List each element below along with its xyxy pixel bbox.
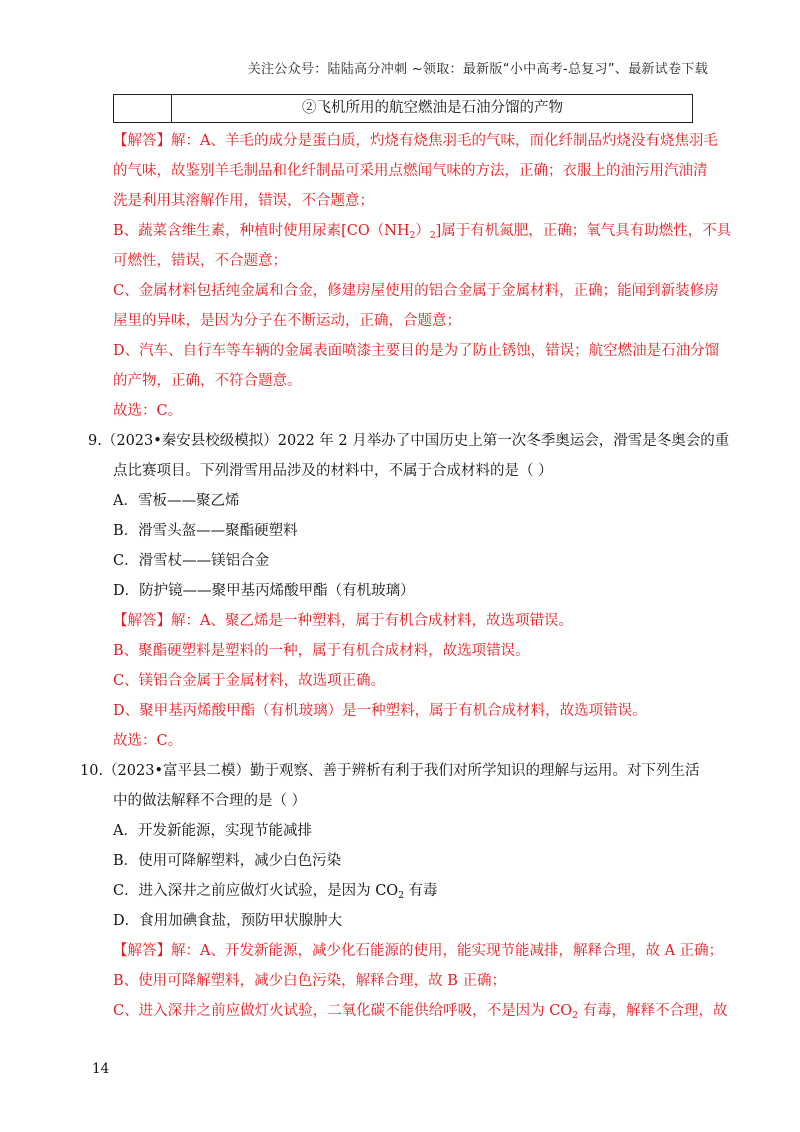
answer-text: 有毒，解释不合理，故 bbox=[577, 1003, 728, 1019]
q10-stem-line-1 bbox=[80, 756, 707, 786]
page-content bbox=[80, 126, 732, 1026]
q10-answer-line-3 bbox=[113, 996, 728, 1026]
page-number: 14 bbox=[92, 1061, 110, 1077]
q9-option-a: A．雪板——聚乙烯 bbox=[113, 493, 240, 509]
q8-answer-line-3: 洗是利用其溶解作用，错误，不合题意； bbox=[113, 193, 374, 209]
q10-stem-line-2: 中的做法解释不合理的是（ ） bbox=[113, 793, 307, 809]
answer-text: 解：A、聚乙烯是一种塑料，属于有机合成材料，故选项错误。 bbox=[171, 613, 573, 629]
q9-stem-line-2: 点比赛项目。下列滑雪用品涉及的材料中，不属于合成材料的是（ ） bbox=[113, 463, 553, 479]
q9-answer-line-4: D、聚甲基丙烯酸甲酯（有机玻璃）是一种塑料，属于有机合成材料，故选项错误。 bbox=[113, 703, 647, 719]
q9-answer-line-1 bbox=[113, 606, 707, 636]
q10-option-c bbox=[113, 876, 707, 906]
table-cell-right: ②飞机所用的航空燃油是石油分馏的产物 bbox=[302, 100, 563, 116]
q9-answer-line-3: C、镁铝合金属于金属材料，故选项正确。 bbox=[113, 673, 386, 689]
q9-stem-line-1 bbox=[88, 426, 730, 456]
table-cell-left bbox=[114, 95, 172, 122]
answer-tag: 【解答】 bbox=[113, 613, 171, 629]
question-text: （2023•富平县二模）勤于观察、善于辨析有利于我们对所学知识的理解与运用。对下列生活 bbox=[103, 763, 700, 779]
option-text: C．进入深井之前应做灯火试验，是因为 CO bbox=[113, 883, 399, 899]
subscript: 2 bbox=[429, 231, 436, 241]
answer-tag: 【解答】 bbox=[113, 943, 171, 959]
q10-answer-line-1 bbox=[113, 936, 724, 966]
option-text: 有毒 bbox=[403, 883, 438, 899]
subscript: 2 bbox=[409, 231, 416, 241]
answer-tag: 【解答】 bbox=[113, 133, 171, 149]
subscript: 2 bbox=[572, 1011, 578, 1021]
q8-answer-line-2: 的气味，故鉴别羊毛制品和化纤制品可采用点燃闻气味的方法，正确；衣服上的油污用汽油清 bbox=[113, 163, 708, 179]
q8-answer-line-8: D、汽车、自行车等车辆的金属表面喷漆主要目的是为了防止锈蚀，错误；航空燃油是石油分馏 bbox=[113, 343, 720, 359]
q8-answer-line-9: 的产物，正确，不符合题意。 bbox=[113, 373, 302, 389]
q10-option-a: A．开发新能源，实现节能减排 bbox=[113, 823, 312, 839]
q10-option-b: B．使用可降解塑料，减少白色污染 bbox=[113, 853, 342, 869]
q9-option-b: B．滑雪头盔——聚酯硬塑料 bbox=[113, 523, 298, 539]
page-header: 关注公众号：陆陆高分冲刺 ~领取：最新版“小中高考-总复习”、最新试卷下载 bbox=[247, 62, 708, 77]
q10-option-d: D．食用加碘食盐，预防甲状腺肿大 bbox=[113, 913, 343, 929]
q10-answer-line-2: B、使用可降解塑料，减少白色污染，解释合理，故 B 正确； bbox=[113, 973, 507, 989]
q8-answer-line-1 bbox=[113, 126, 718, 156]
q9-choice: 故选：C。 bbox=[113, 733, 183, 749]
table-row bbox=[113, 94, 693, 123]
q8-choice: 故选：C。 bbox=[113, 403, 183, 419]
subscript: 2 bbox=[398, 891, 404, 901]
answer-text: 解：A、开发新能源，减少化石能源的使用，能实现节能减排，解释合理，故 A 正确； bbox=[171, 943, 724, 959]
question-number: 10. bbox=[80, 763, 104, 779]
answer-text: ]属于有机氮肥，正确；氧气具有助燃性，不具 bbox=[435, 223, 732, 239]
q8-answer-line-7: 屋里的异味，是因为分子在不断运动，正确，合题意； bbox=[113, 313, 461, 329]
q9-option-d: D．防护镜——聚甲基丙烯酸甲酯（有机玻璃） bbox=[113, 583, 415, 599]
q8-answer-line-6: C、金属材料包括纯金属和合金，修建房屋使用的铝合金属于金属材料，正确；能闻到新装修房 bbox=[113, 283, 719, 299]
answer-text: ） bbox=[415, 223, 430, 239]
question-number: 9. bbox=[88, 433, 102, 449]
question-text: （2023•秦安县校级模拟）2022 年 2 月举办了中国历史上第一次冬季奥运会，滑雪是冬奥会的重 bbox=[101, 433, 730, 449]
answer-text: C、进入深井之前应做灯火试验，二氧化碳不能供给呼吸，不是因为 CO bbox=[113, 1003, 573, 1019]
q8-answer-line-4 bbox=[113, 216, 732, 246]
q9-answer-line-2: B、聚酯硬塑料是塑料的一种，属于有机合成材料，故选项错误。 bbox=[113, 643, 530, 659]
answer-text: B、蔬菜含维生素，种植时使用尿素[CO（NH bbox=[113, 223, 410, 239]
q8-answer-line-5: 可燃性，错误，不合题意； bbox=[113, 253, 287, 269]
q9-option-c: C．滑雪杖——镁铝合金 bbox=[113, 553, 270, 569]
answer-text: 解：A、羊毛的成分是蛋白质，灼烧有烧焦羽毛的气味，而化纤制品灼烧没有烧焦羽毛 bbox=[171, 133, 718, 149]
